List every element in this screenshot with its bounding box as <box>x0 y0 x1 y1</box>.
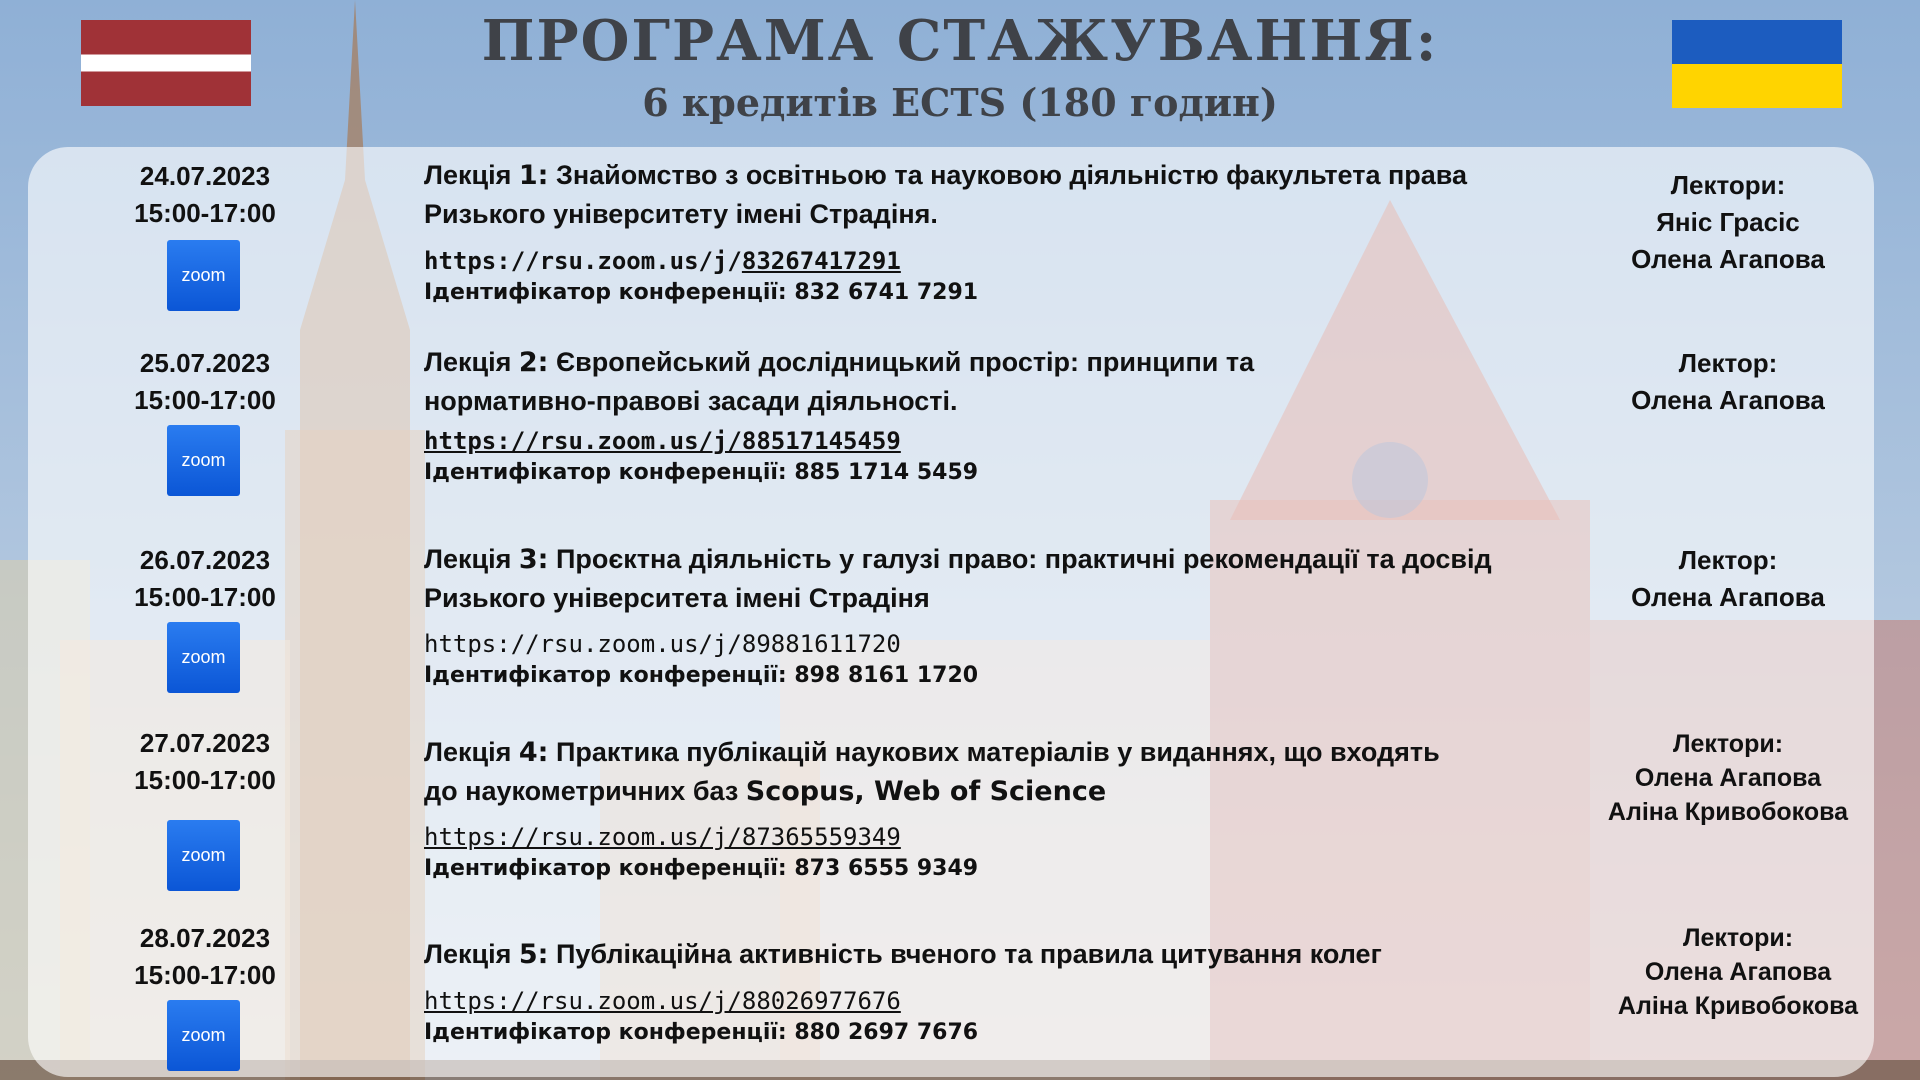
latvia-flag-icon <box>81 20 251 106</box>
lecturers <box>1573 921 1903 1023</box>
lecture-title <box>424 540 1574 617</box>
zoom-icon[interactable]: zoom <box>167 622 240 693</box>
lecturer-name: Олена Агапова <box>1631 244 1825 274</box>
time-text: 15:00-17:00 <box>134 960 276 990</box>
conference-id: Ідентифікатор конференції: 832 6741 7291 <box>424 280 979 305</box>
lecturer-name: Олена Агапова <box>1631 385 1825 415</box>
zoom-icon[interactable]: zoom <box>167 820 240 891</box>
lecture-title <box>424 156 1574 233</box>
lecture-title-text: Проєктна діяльність у галузі право: практичні рекомендації та досвід Ризького університета імені Страдіня <box>424 544 1492 613</box>
lecture-prefix: Лекція <box>424 939 519 969</box>
lecture-date <box>115 920 295 994</box>
lecture-prefix: Лекція <box>424 160 519 190</box>
lecture-title-text: Європейський дослідницький простір: принципи та нормативно-правові засади діяльності. <box>424 347 1255 416</box>
lecture-date <box>115 158 295 232</box>
lecturers-label: Лектор: <box>1678 348 1778 378</box>
lecturers-label: Лектори: <box>1670 170 1786 200</box>
conference-id: Ідентифікатор конференції: 880 2697 7676 <box>424 1020 979 1045</box>
lecturers <box>1563 542 1893 616</box>
lecturers-label: Лектори: <box>1682 924 1794 952</box>
lecturers-label: Лектори: <box>1672 730 1784 758</box>
lecture-number: 4: <box>518 737 549 768</box>
lecture-number: 3: <box>518 544 549 575</box>
lecturers-label: Лектор: <box>1678 545 1778 575</box>
time-text: 15:00-17:00 <box>134 198 276 228</box>
conference-id: Ідентифікатор конференції: 873 6555 9349 <box>424 856 979 881</box>
lecture-prefix: Лекція <box>424 347 519 377</box>
lecture-title <box>424 935 1574 974</box>
zoom-link[interactable]: https://rsu.zoom.us/j/88517145459 <box>424 427 901 455</box>
conference-id: Ідентифікатор конференції: 898 8161 1720 <box>424 663 979 688</box>
zoom-link-id[interactable]: 83267417291 <box>741 247 901 275</box>
date-text: 26.07.2023 <box>139 545 271 575</box>
zoom-icon[interactable]: zoom <box>167 1000 240 1071</box>
conference-id: Ідентифікатор конференції: 885 1714 5459 <box>424 460 979 485</box>
lecturer-name: Аліна Кривобокова <box>1607 798 1849 826</box>
ukraine-flag-icon <box>1672 20 1842 108</box>
lecturer-name: Яніс Грасіс <box>1656 207 1800 237</box>
date-text: 25.07.2023 <box>139 348 271 378</box>
page-subtitle: 6 кредитів ECTS (180 годин) <box>642 80 1278 125</box>
lecture-title <box>424 733 1464 811</box>
date-text: 24.07.2023 <box>139 161 271 191</box>
lecturer-name: Олена Агапова <box>1644 958 1832 986</box>
lecturers <box>1563 345 1893 419</box>
lecturer-name: Олена Агапова <box>1631 582 1825 612</box>
zoom-link-prefix[interactable]: https://rsu.zoom.us/j/ <box>424 247 742 275</box>
lecture-number: 2: <box>518 347 549 378</box>
zoom-link[interactable]: https://rsu.zoom.us/j/88026977676 <box>424 987 901 1015</box>
lecture-date <box>115 542 295 616</box>
lecturer-name: Аліна Кривобокова <box>1617 992 1859 1020</box>
time-text: 15:00-17:00 <box>134 582 276 612</box>
zoom-link[interactable]: https://rsu.zoom.us/j/87365559349 <box>424 823 901 851</box>
time-text: 15:00-17:00 <box>134 765 276 795</box>
lecture-title-text: Публікаційна активність вченого та правила цитування колег <box>548 939 1382 969</box>
lecturers <box>1563 727 1893 829</box>
zoom-icon[interactable]: zoom <box>167 240 240 311</box>
lecture-title-text: Знайомство з освітньою та науковою діяльністю факультета права Ризького університету імені Страдіня. <box>424 160 1468 229</box>
lecture-number: 5: <box>518 939 549 970</box>
header <box>0 0 1920 140</box>
zoom-icon[interactable]: zoom <box>167 425 240 496</box>
lecture-number: 1: <box>518 160 549 191</box>
lecturers <box>1563 167 1893 278</box>
lecture-prefix: Лекція <box>424 544 519 574</box>
lecture-date <box>115 725 295 799</box>
date-text: 28.07.2023 <box>139 923 271 953</box>
date-text: 27.07.2023 <box>139 728 271 758</box>
lecture-title <box>424 343 1424 420</box>
lecture-title-text: Практика публікацій наукових матеріалів у виданнях, що входять до наукометричних баз <box>424 737 1440 806</box>
lecture-prefix: Лекція <box>424 737 519 767</box>
page-title: ПРОГРАМА СТАЖУВАННЯ: <box>481 8 1439 74</box>
lecture-date <box>115 345 295 419</box>
zoom-link[interactable]: https://rsu.zoom.us/j/89881611720 <box>424 630 901 658</box>
time-text: 15:00-17:00 <box>134 385 276 415</box>
lecturer-name: Олена Агапова <box>1634 764 1822 792</box>
zoom-link[interactable] <box>424 246 901 276</box>
lecture-title-emphasis: Scopus, Web of Science <box>745 776 1107 807</box>
